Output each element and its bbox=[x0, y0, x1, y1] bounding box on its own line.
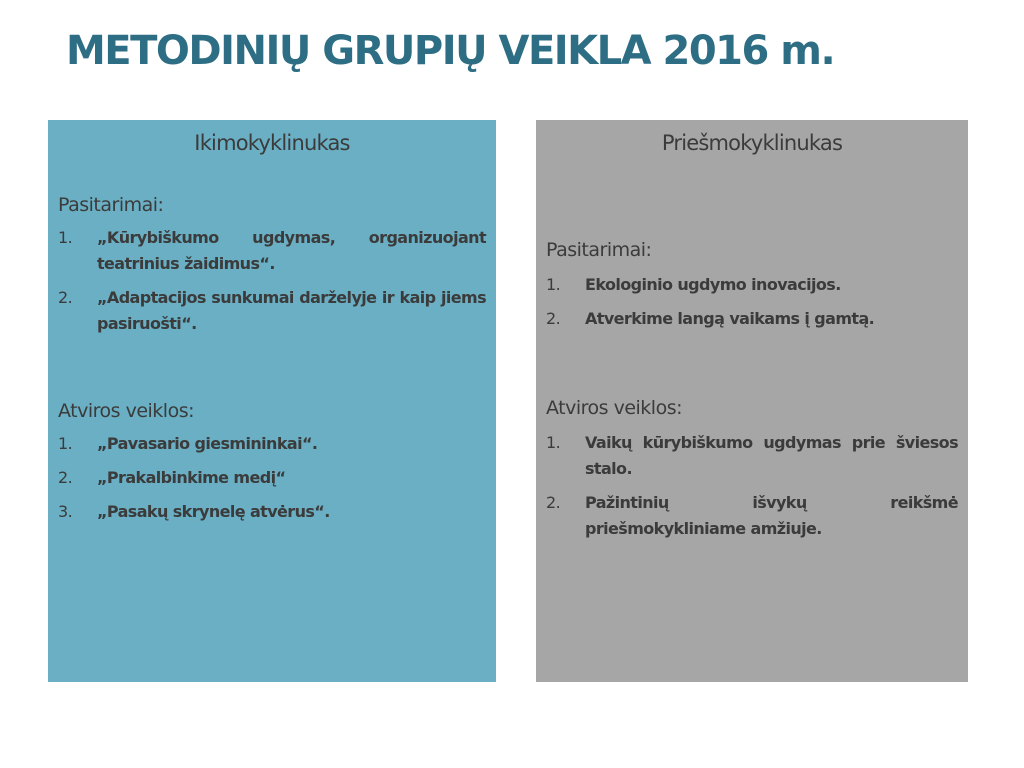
list-item bbox=[546, 306, 958, 332]
open-activities-heading: Atviros veiklos: bbox=[58, 400, 195, 422]
item-number: 2. bbox=[58, 288, 73, 307]
item-number: 1. bbox=[546, 433, 561, 452]
list-item bbox=[58, 225, 486, 277]
item-number: 1. bbox=[58, 434, 73, 453]
list-item bbox=[58, 499, 486, 525]
item-text: „Kūrybiškumo ugdymas, organizuojant teatrinius žaidimus“. bbox=[97, 228, 486, 273]
item-text: Ekologinio ugdymo inovacijos. bbox=[585, 275, 841, 294]
item-number: 2. bbox=[546, 493, 561, 512]
item-text: Vaikų kūrybiškumo ugdymas prie šviesos stalo. bbox=[585, 433, 958, 478]
priesmokyklinukas-panel bbox=[536, 120, 968, 682]
list-item bbox=[546, 490, 958, 542]
list-item bbox=[58, 465, 486, 491]
item-text: „Adaptacijos sunkumai darželyje ir kaip jiems pasiruošti“. bbox=[97, 288, 486, 333]
item-number: 3. bbox=[58, 502, 73, 521]
item-text: „Pasakų skrynelę atvėrus“. bbox=[97, 502, 330, 521]
meetings-heading: Pasitarimai: bbox=[546, 239, 652, 261]
item-number: 2. bbox=[546, 309, 561, 328]
panel-heading: Ikimokyklinukas bbox=[194, 131, 350, 155]
list-item bbox=[58, 431, 486, 457]
panel-heading: Priešmokyklinukas bbox=[661, 131, 843, 155]
meetings-list bbox=[546, 272, 958, 332]
item-text: „Prakalbinkime medį“ bbox=[97, 468, 286, 487]
list-item bbox=[58, 285, 486, 337]
item-text: Pažintinių išvykų reikšmė priešmokykliniame amžiuje. bbox=[585, 493, 958, 538]
meetings-list bbox=[58, 225, 486, 337]
item-number: 1. bbox=[546, 275, 561, 294]
list-item bbox=[546, 272, 958, 298]
item-number: 1. bbox=[58, 228, 73, 247]
open-activities-list bbox=[546, 430, 958, 542]
item-number: 2. bbox=[58, 468, 73, 487]
ikimokyklinukas-panel bbox=[48, 120, 496, 682]
item-text: Atverkime langą vaikams į gamtą. bbox=[585, 309, 875, 328]
open-activities-list bbox=[58, 431, 486, 525]
meetings-heading: Pasitarimai: bbox=[58, 194, 164, 216]
item-text: „Pavasario giesmininkai“. bbox=[97, 434, 318, 453]
open-activities-heading: Atviros veiklos: bbox=[546, 397, 683, 419]
list-item bbox=[546, 430, 958, 482]
slide-title: METODINIŲ GRUPIŲ VEIKLA 2016 m. bbox=[66, 28, 835, 74]
